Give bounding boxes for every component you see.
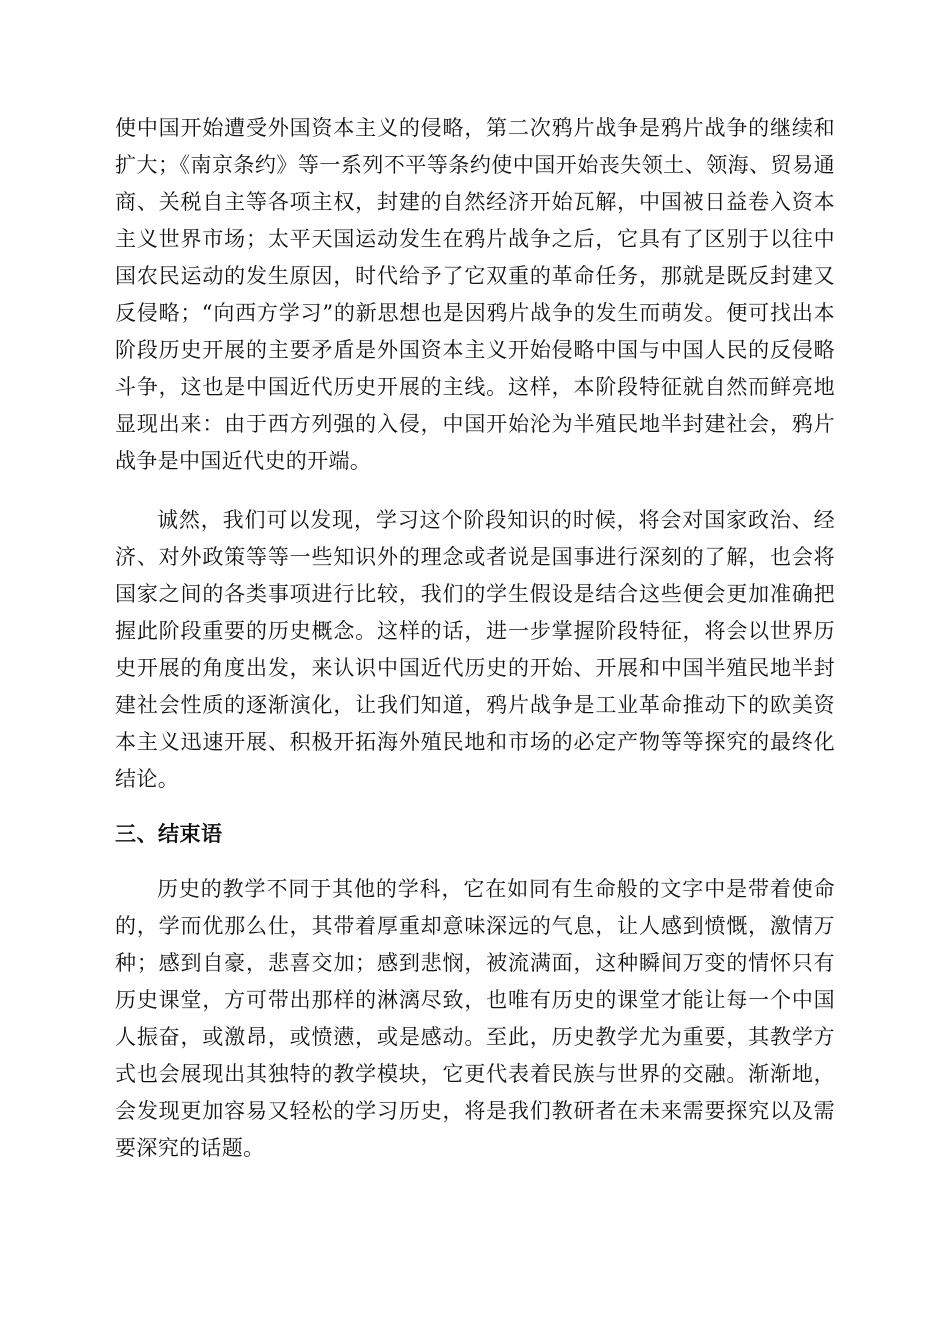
section-heading-conclusion: 三、结束语 bbox=[115, 822, 223, 846]
document-body bbox=[115, 110, 835, 1167]
paragraph-spacer bbox=[115, 480, 835, 502]
paragraph-opium-war-impact: 使中国开始遭受外国资本主义的侵略，第二次鸦片战争是鸦片战争的继续和扩大；《南京条约》等一系列不平等条约使中国开始丧失领土、领海、贸易通商、关税自主等各项主权，封建的自然经济开始瓦解，中国被日益卷入资本主义世界市场；太平天国运动发生在鸦片战争之后，它具有了区别于以往中国农民运动的发生原因，时代给予了它双重的革命任务，那就是既反封建又反侵略；“向西方学习”的新思想也是因鸦片战争的发生而萌发。便可找出本阶段历史开展的主要矛盾是外国资本主义开始侵略中国与中国人民的反侵略斗争，这也是中国近代历史开展的主线。这样，本阶段特征就自然而鲜亮地显现出来：由于西方列强的入侵，中国开始沦为半殖民地半封建社会，鸦片战争是中国近代史的开端。 bbox=[115, 116, 835, 473]
paragraph-spacer bbox=[115, 798, 835, 816]
paragraph-conclusion: 历史的教学不同于其他的学科，它在如同有生命般的文字中是带着使命的，学而优那么仕，其带着厚重却意味深远的气息，让人感到愤慨，激情万种；感到自豪，悲喜交加；感到悲悯，被流满面，这种瞬间万变的情怀只有历史课堂，方可带出那样的淋漓尽致，也唯有历史的课堂才能让每一个中国人振奋，或激昂，或愤懑，或是感动。至此，历史教学尤为重要，其教学方式也会展现出其独特的教学模块，它更代表着民族与世界的交融。渐渐地，会发现更加容易又轻松的学习历史，将是我们教研者在未来需要探究以及需要深究的话题。 bbox=[115, 877, 835, 1160]
paragraph-spacer bbox=[115, 853, 835, 871]
paragraph-stage-characteristics: 诚然，我们可以发现，学习这个阶段知识的时候，将会对国家政治、经济、对外政策等等一些知识外的理念或者说是国事进行深刻的了解，也会将国家之间的各类事项进行比较，我们的学生假设是结合这些便会更加准确把握此阶段重要的历史概念。这样的话，进一步掌握阶段特征，将会以世界历史开展的角度出发，来认识中国近代历史的开始、开展和中国半殖民地半封建社会性质的逐渐演化，让我们知道，鸦片战争是工业革命推动下的欧美资本主义迅速开展、积极开拓海外殖民地和市场的必定产物等等探究的最终化结论。 bbox=[115, 508, 835, 791]
